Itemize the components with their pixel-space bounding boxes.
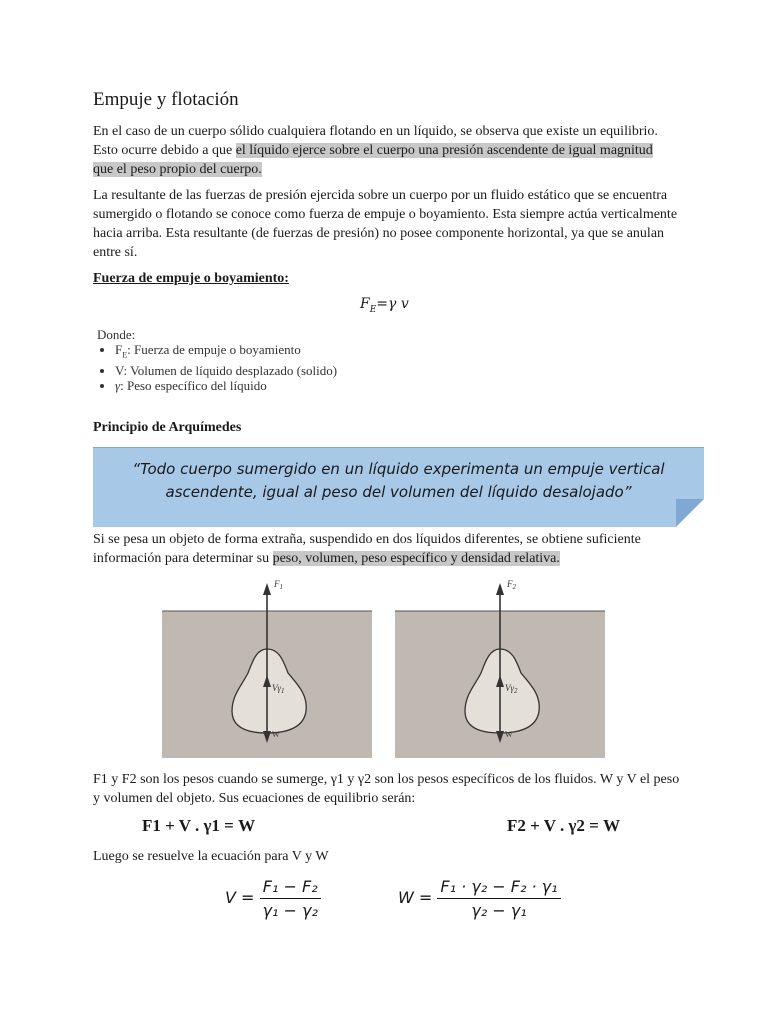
equation-1: F1 + V . γ1 = W bbox=[142, 816, 256, 835]
definition-text: : Volumen de líquido desplazado (solido) bbox=[123, 362, 338, 378]
definition-text: : Fuerza de empuje o boyamiento bbox=[127, 342, 301, 357]
weight-solution-lhs: W = bbox=[398, 888, 433, 907]
page-title: Empuje y flotación bbox=[93, 89, 239, 110]
paragraph-equilibrium bbox=[93, 122, 673, 179]
submerged-object-figure-1 bbox=[162, 577, 372, 758]
force-heading: Fuerza de empuje o boyamiento: bbox=[93, 271, 289, 286]
force-formula bbox=[360, 296, 409, 315]
force-arrow-head bbox=[263, 583, 271, 595]
definition-item bbox=[115, 342, 337, 363]
force-label: $F_2$ bbox=[507, 579, 516, 591]
specific-weight-label: $V\gamma_2$ bbox=[505, 683, 518, 695]
weight-denominator: γ₂ − γ₁ bbox=[471, 901, 527, 920]
paragraph-weighing bbox=[93, 530, 683, 568]
definition-item bbox=[115, 378, 337, 393]
definition-item bbox=[115, 363, 337, 378]
highlighted-properties: peso, volumen, peso específico y densidad relativa. bbox=[272, 551, 560, 566]
definition-subscript: E bbox=[122, 350, 128, 360]
volume-solution bbox=[225, 877, 321, 920]
highlighted-text: el líquido ejerce sobre el cuerpo una presión ascendente de igual magnitud que el peso propio del cuerpo. bbox=[93, 143, 653, 177]
weight-label: W bbox=[272, 730, 280, 739]
weight-solution bbox=[398, 877, 561, 920]
definitions-label: Donde: bbox=[97, 327, 136, 342]
definition-symbol: γ bbox=[115, 377, 121, 393]
definitions-block bbox=[97, 327, 337, 393]
quote-text: “Todo cuerpo sumergido en un líquido experimenta un empuje vertical ascendente, igual al peso del volumen del líquido desalojado” bbox=[132, 460, 665, 501]
weight-numerator: F₁ · γ₂ − F₂ · γ₁ bbox=[437, 877, 560, 899]
force-arrow-head bbox=[496, 583, 504, 595]
weight-fraction bbox=[437, 877, 560, 920]
paragraph-equilibrium-text: En el caso de un cuerpo sólido cualquiera flotando en un líquido, se observa que existe un equilibrio. Esto ocurre debido a que bbox=[93, 124, 658, 158]
definitions-list bbox=[97, 342, 337, 393]
force-label: $F_1$ bbox=[274, 579, 283, 591]
weight-label: W bbox=[505, 730, 513, 739]
definition-text: : Peso específico del líquido bbox=[120, 377, 267, 393]
paragraph-equilibrium-equations: F1 y F2 son los pesos cuando se sumerge, γ1 y γ2 son los pesos específicos de los fluidos. W y V el peso y volumen del objeto. Sus ecuaciones de equilibrio serán: bbox=[93, 772, 680, 806]
quote-box bbox=[93, 447, 704, 527]
submerged-object-figure-2 bbox=[395, 577, 605, 758]
definition-symbol: V bbox=[115, 362, 124, 378]
specific-weight-label: $V\gamma_1$ bbox=[272, 683, 285, 695]
paragraph-weighing-text: Si se pesa un objeto de forma extraña, suspendido en dos líquidos diferentes, se obtiene suficiente información para determinar su bbox=[93, 532, 641, 566]
archimedes-heading: Principio de Arquímedes bbox=[93, 420, 242, 435]
volume-fraction bbox=[260, 877, 321, 920]
force-formula-sub: E bbox=[369, 304, 377, 315]
force-formula-lhs: F bbox=[360, 296, 370, 312]
volume-solution-lhs: V = bbox=[225, 888, 255, 907]
force-formula-rhs: =γ v bbox=[376, 296, 409, 312]
volume-numerator: F₁ − F₂ bbox=[260, 877, 321, 899]
definition-symbol: F bbox=[115, 342, 123, 357]
equation-2: F2 + V . γ2 = W bbox=[507, 816, 621, 835]
paragraph-buoyancy: La resultante de las fuerzas de presión ejercida sobre un cuerpo por un fluido estático que se encuentra sumergido o flotando se conoce como fuerza de empuje o boyamiento. Esta siempre actúa verticalmente hacia arriba. Esta resultante (de fuerzas de presión) no posee componente horizontal, ya que se anulan entre sí. bbox=[93, 188, 678, 260]
folded-corner bbox=[676, 499, 704, 527]
paragraph-solve: Luego se resuelve la ecuación para V y W bbox=[93, 849, 329, 864]
volume-denominator: γ₁ − γ₂ bbox=[262, 901, 318, 920]
